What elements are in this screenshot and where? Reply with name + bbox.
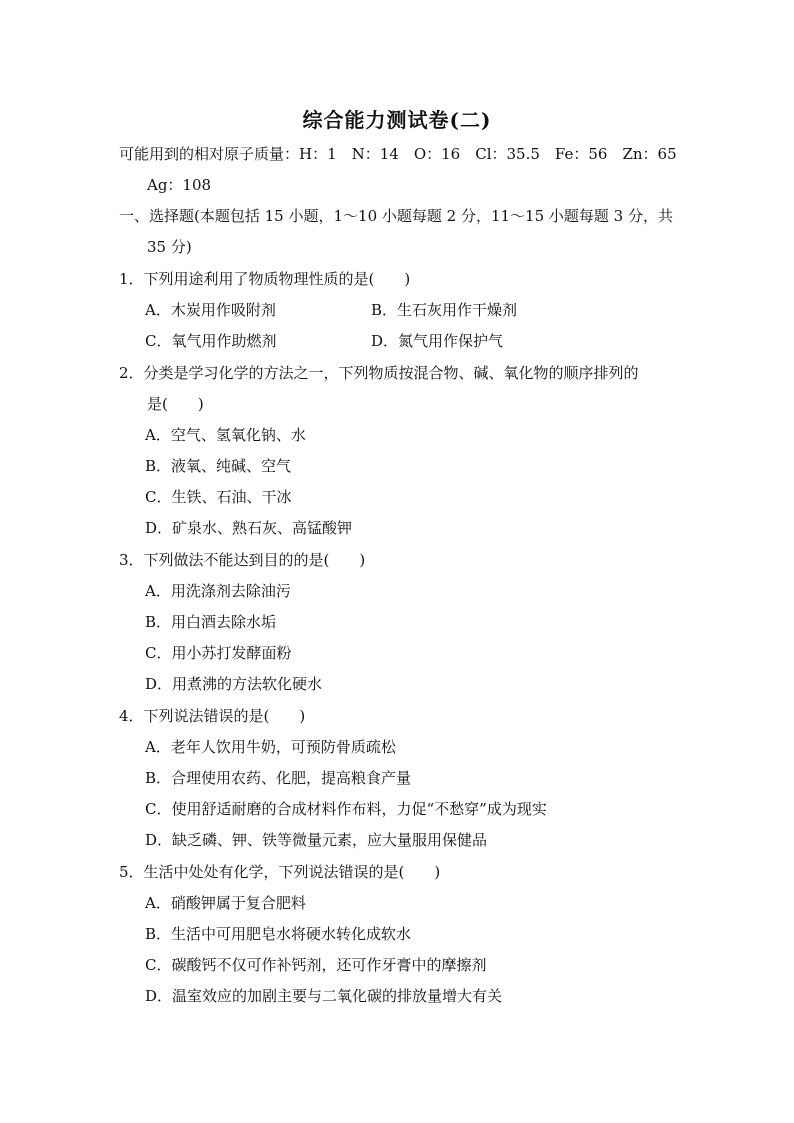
question-2-option-c: C．生铁、石油、干冰 bbox=[145, 488, 292, 506]
question-3-option-c: C．用小苏打发酵面粉 bbox=[145, 644, 292, 662]
question-1-option-a: A．木炭用作吸附剂 bbox=[145, 301, 276, 319]
question-5-stem: 5．生活中处处有化学，下列说法错误的是( ) bbox=[119, 863, 441, 881]
atomic-masses-line-2: Ag：108 bbox=[147, 176, 212, 194]
page-title: 综合能力测试卷(二) bbox=[302, 108, 492, 132]
question-5-option-d: D．温室效应的加剧主要与二氧化碳的排放量增大有关 bbox=[145, 987, 503, 1005]
question-2-option-b: B．液氧、纯碱、空气 bbox=[145, 457, 292, 475]
question-5-option-a: A．硝酸钾属于复合肥料 bbox=[145, 894, 306, 912]
question-1-option-b: B．生石灰用作干燥剂 bbox=[371, 301, 518, 319]
question-1-option-d: D．氮气用作保护气 bbox=[371, 332, 504, 350]
question-4-option-a: A．老年人饮用牛奶，可预防骨质疏松 bbox=[145, 738, 396, 756]
section-heading-line-1: 一、选择题(本题包括 15 小题，1～10 小题每题 2 分，11～15 小题每题 3 分，共 bbox=[119, 207, 673, 225]
question-2-stem-line-1: 2．分类是学习化学的方法之一，下列物质按混合物、碱、氧化物的顺序排列的 bbox=[119, 364, 639, 382]
question-2-option-d: D．矿泉水、熟石灰、高锰酸钾 bbox=[145, 519, 353, 537]
question-4-option-b: B．合理使用农药、化肥，提高粮食产量 bbox=[145, 769, 412, 787]
question-5-option-c: C．碳酸钙不仅可作补钙剂，还可作牙膏中的摩擦剂 bbox=[145, 956, 487, 974]
question-3-option-d: D．用煮沸的方法软化硬水 bbox=[145, 675, 323, 693]
question-4-option-c: C．使用舒适耐磨的合成材料作布料，力促“不愁穿”成为现实 bbox=[145, 800, 547, 818]
question-3-option-b: B．用白酒去除水垢 bbox=[145, 613, 277, 631]
question-1-option-c: C．氧气用作助燃剂 bbox=[145, 332, 277, 350]
question-2-option-a: A．空气、氢氧化钠、水 bbox=[145, 426, 306, 444]
question-3-stem: 3．下列做法不能达到目的的是( ) bbox=[119, 551, 366, 569]
question-4-stem: 4．下列说法错误的是( ) bbox=[119, 707, 306, 725]
question-1-stem: 1．下列用途利用了物质物理性质的是( ) bbox=[119, 270, 411, 288]
atomic-masses-line-1: 可能用到的相对原子质量：H：1 N：14 O：16 Cl：35.5 Fe：56 Zn：65 bbox=[119, 145, 677, 163]
question-3-option-a: A．用洗涤剂去除油污 bbox=[145, 582, 291, 600]
question-2-stem-line-2: 是( ) bbox=[147, 395, 204, 413]
question-4-option-d: D．缺乏磷、钾、铁等微量元素，应大量服用保健品 bbox=[145, 831, 488, 849]
section-heading-line-2: 35 分) bbox=[147, 238, 192, 256]
question-5-option-b: B．生活中可用肥皂水将硬水转化成软水 bbox=[145, 925, 412, 943]
